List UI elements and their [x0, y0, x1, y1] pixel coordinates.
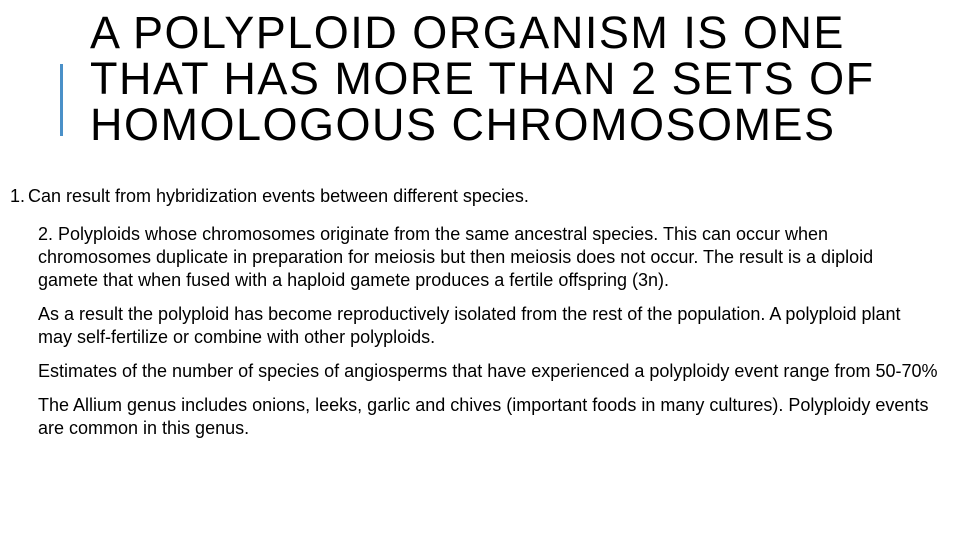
title-accent-bar — [60, 64, 63, 136]
slide-body — [38, 223, 938, 451]
paragraph-reproductive-isolation: As a result the polyploid has become reproductively isolated from the rest of the population. A polyploid plant may self-fertilize or combine with other polyploids. — [38, 304, 901, 347]
slide-title: A POLYPLOID ORGANISM IS ONE THAT HAS MORE THAN 2 SETS OF HOMOLOGOUS CHROMOSOMES — [90, 7, 875, 150]
list-item-1 — [10, 185, 529, 207]
list-item-number: 1. — [10, 186, 26, 206]
list-item-text: Can result from hybridization events between different species. — [28, 186, 529, 206]
paragraph-angiosperm-estimates: Estimates of the number of species of angiosperms that have experienced a polyploidy event range from 50-70% — [38, 361, 938, 381]
paragraph-polyploid-origin: 2. Polyploids whose chromosomes originate from the same ancestral species. This can occur when chromosomes duplicate in preparation for meiosis but then meiosis does not occur. The result is a diploid gamete that when fused with a haploid gamete produces a fertile offspring (3n). — [38, 224, 874, 290]
paragraph-allium-genus: The Allium genus includes onions, leeks, garlic and chives (important foods in many cultures). Polyploidy events are common in this genus. — [38, 395, 929, 438]
